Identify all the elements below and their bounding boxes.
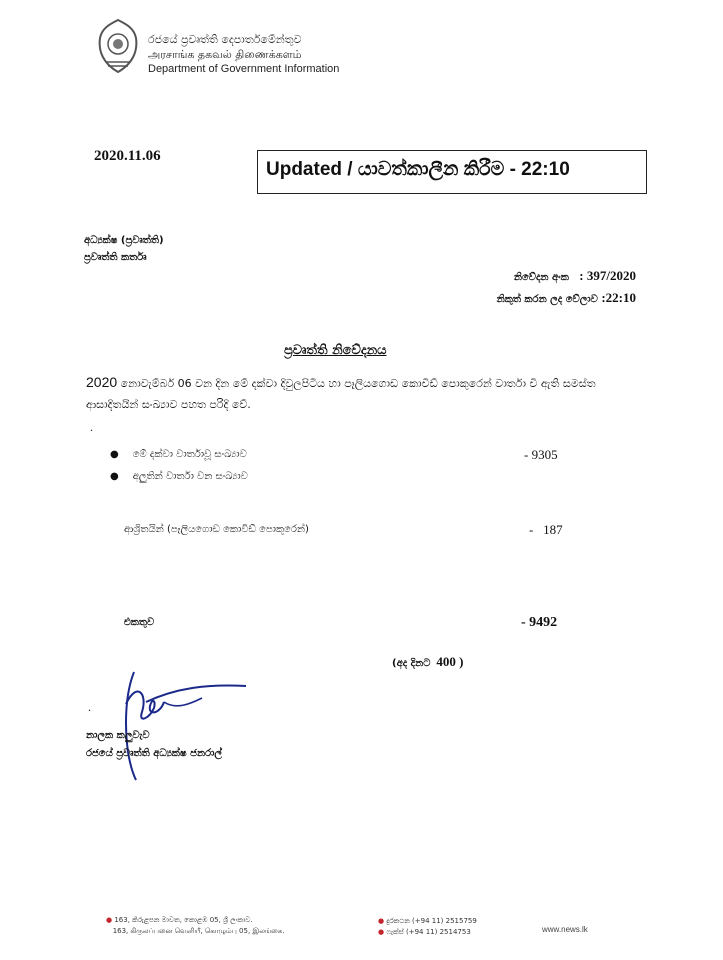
org-name-sinhala: රජයේ ප්‍රවෘත්ති දෙපාර්තමේන්තුව: [148, 33, 302, 46]
addressee-line-1: අධ්‍යක්ෂ (ප්‍රවෘත්ති): [84, 235, 164, 246]
signature-dot: .: [88, 700, 91, 714]
footer-address: [106, 915, 285, 937]
document-date: 2020.11.06: [94, 148, 161, 164]
bullet-label: මේ දක්වා වාර්තාවූ සංඛ්‍යාව: [132, 449, 247, 460]
list-item: [110, 449, 247, 460]
org-name-english: Department of Government Information: [148, 63, 340, 75]
addressee-block: [84, 232, 164, 266]
fax-number: (+94 11) 2514753: [406, 928, 471, 936]
today-label: (අද දිනට: [392, 658, 431, 669]
org-name-tamil: அரசாங்க தகவல் திணைக்களம்: [148, 48, 302, 61]
footer-address-tamil: 163, கிருலப்பனை வெளியீ, கொழும்பு 05, இலங்கை.: [112, 927, 285, 935]
bullet-icon: ●: [110, 449, 119, 460]
bullet-icon: ●: [110, 471, 119, 482]
total-value: - 9492: [521, 615, 558, 630]
org-name-block: [148, 32, 339, 77]
addressee-line-2: ප්‍රවෘත්ති කර්තෘ: [84, 252, 147, 263]
fax-label: ෆැක්ස්: [386, 928, 404, 936]
issued-time-label: නිකුත් කරන ලද වේලාව: [496, 294, 598, 305]
issued-time-value: :22:10: [601, 290, 636, 305]
reference-block: [497, 266, 636, 310]
list-item: [110, 471, 248, 482]
phone-label: දුරකථන: [386, 917, 410, 925]
paragraph-text: නොවැම්බර් 06 වන දින මේ දක්වා දිවුලපිටිය හා පෑලියගොඩ කොවිඩ් පොකුරෙන් වාර්තා වී ඇති සමස්ත ආසාදිතයින් සංඛ්‍යාව පහත පරිදි වේ.: [86, 377, 596, 411]
signer-name: නාලක කලුවැව: [86, 730, 150, 741]
footer-website: www.news.lk: [542, 925, 588, 934]
today-value: 400 ): [436, 654, 464, 669]
contacts-value: - 187: [529, 522, 563, 537]
notice-title: ප්‍රවෘත්ති නිවේදනය: [284, 343, 387, 358]
notice-number-value: : 397/2020: [579, 268, 636, 283]
footer-bullet-icon: ●: [106, 916, 113, 924]
total-label: එකතුව: [124, 617, 155, 628]
footer-contact: [378, 916, 477, 938]
bullet-value: - 9305: [524, 447, 558, 462]
bullet-label: අලුතින් වාර්තා වන සංඛ්‍යාව: [132, 471, 248, 482]
contacts-label: ආශ්‍රිතයින් (පෑලියගොඩ කොවිඩ් පොකුරෙන්): [124, 524, 309, 535]
update-banner: Updated / යාවත්කාලීන කිරීම - 22:10: [257, 150, 647, 194]
notice-number-label: නිවේදන අංක: [513, 272, 569, 283]
government-emblem-icon: [96, 18, 140, 74]
footer-address-sinhala: 163, කිරුළපන මාවත, කොළඹ 05, ශ්‍රී ලංකාව.: [114, 916, 253, 924]
paragraph-year: 2020: [86, 374, 118, 390]
stray-mark: .: [90, 420, 93, 434]
signer-title: රජයේ ප්‍රවෘත්ති අධ්‍යක්ෂ ජනරාල්: [86, 748, 223, 759]
notice-paragraph: [86, 372, 626, 415]
fax-bullet-icon: ●: [378, 928, 385, 936]
today-count: [392, 654, 464, 670]
phone-bullet-icon: ●: [378, 917, 385, 925]
signer-block: [86, 727, 222, 763]
phone-number: (+94 11) 2515759: [412, 917, 477, 925]
